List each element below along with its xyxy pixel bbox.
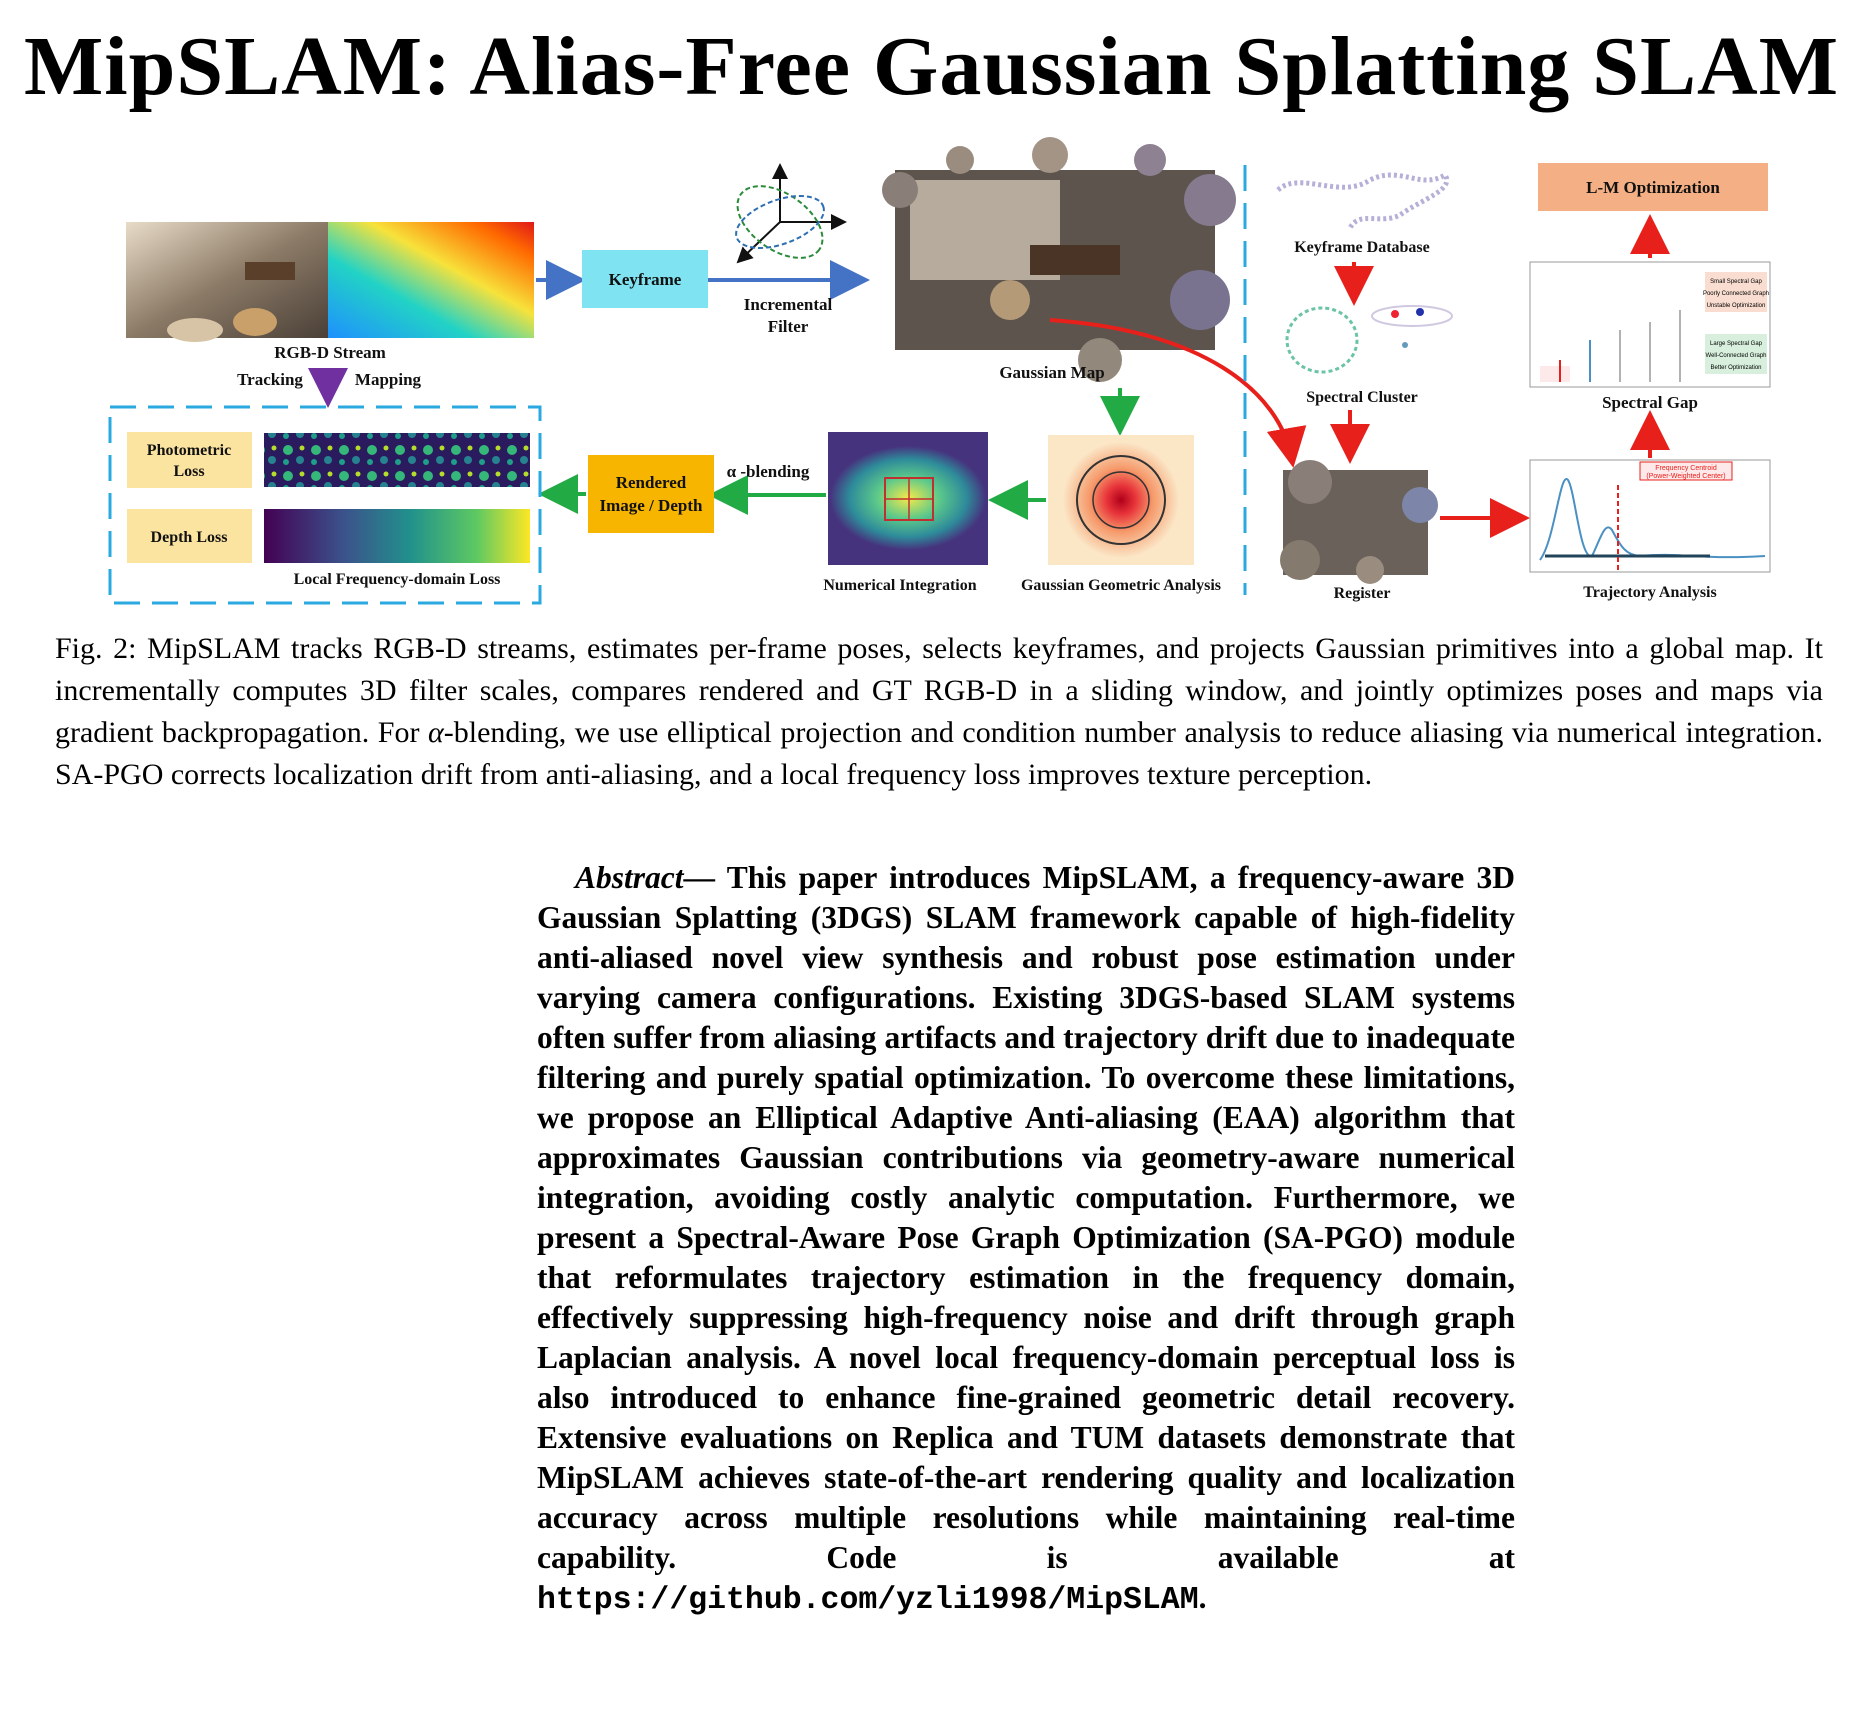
method-overview-figure <box>0 0 1863 620</box>
abstract-end: . <box>1198 1580 1207 1615</box>
depth-loss-label: Depth Loss <box>150 529 228 546</box>
trajectory-analysis-label: Trajectory Analysis <box>1583 584 1717 601</box>
paper-title: MipSLAM: Alias-Free Gaussian Splatting SLAM <box>24 20 1839 113</box>
numerical-integration-label: Numerical Integration <box>823 577 977 594</box>
abstract-heading: Abstract <box>575 860 684 895</box>
freq-centroid-label-2: (Power-Weighted Center) <box>1646 473 1726 480</box>
depth-image <box>328 222 534 338</box>
gaussian-map-image <box>882 137 1236 382</box>
sg-poorly-label: Poorly Connected Graph <box>1702 291 1770 297</box>
photometric-loss-label-1: Photometric <box>146 442 232 459</box>
ellipsoid-axes-icon <box>725 165 845 272</box>
rendered-label-2: Image / Depth <box>599 496 703 515</box>
register-image <box>1280 460 1438 584</box>
sg-unstable-label: Unstable Optimization <box>1706 303 1766 309</box>
sg-large-label: Large Spectral Gap <box>1709 341 1763 347</box>
mapping-label: Mapping <box>354 370 422 389</box>
sg-small-label: Small Spectral Gap <box>1710 279 1762 285</box>
caption-lead: Fig. 2: MipSLAM tracks RGB-D streams, estimates per-frame poses, selects keyframes, and projects Gaussian primitives into a global map. It incrementally computes 3D filter scales, compares rendered and GT RGB-D in a sliding window, and jointly optimizes poses and maps via gradient backpropagation. For <box>55 632 1823 749</box>
spectral-gap-label: Spectral Gap <box>1602 393 1698 412</box>
incremental-filter-label-2: Filter <box>767 317 809 336</box>
spectral-gap-plot <box>1530 262 1770 387</box>
rendered-label-1: Rendered <box>615 473 687 492</box>
rgbd-stream-label: RGB-D Stream <box>274 343 386 362</box>
spectral-cluster-label: Spectral Cluster <box>1306 389 1418 406</box>
abstract-text: This paper introduces MipSLAM, a frequency-aware 3D Gaussian Splatting (3DGS) SLAM framework capable of high-fidelity anti-aliased novel view synthesis and robust pose estimation under varying camera configurations. Existing 3DGS-based SLAM systems often suffer from aliasing artifacts and trajectory drift due to inadequate filtering and purely spatial optimization. To overcome these limitations, we propose an Elliptical Adaptive Anti-aliasing (EAA) algorithm that approximates Gaussian contributions via geometry-aware numerical integration, avoiding costly analytic computation. Furthermore, we present a Spectral-Aware Pose Graph Optimization (SA-PGO) module that reformulates trajectory estimation in the frequency domain, effectively suppressing high-frequency noise and drift through graph Laplacian analysis. A novel local frequency-domain perceptual loss is also introduced to enhance fine-grained geometric detail recovery. Extensive evaluations on Replica and TUM datasets demonstrate that MipSLAM achieves state-of-the-art rendering quality and localization accuracy across multiple resolutions while maintaining real-time capability. Code is available at <box>537 860 1515 1575</box>
freq-centroid-label-1: Frequency Centroid <box>1655 465 1717 472</box>
caption-alpha: α <box>428 716 444 749</box>
local-freq-loss-label: Local Frequency-domain Loss <box>293 571 501 588</box>
keyframe-database-trajectory <box>1278 175 1447 228</box>
caption-rest: -blending, we use elliptical projection and condition number analysis to reduce aliasing via numerical integration. SA-PGO corrects localization drift from anti-aliasing, and a local frequency loss improves texture perception. <box>55 716 1824 791</box>
sg-better-label: Better Optimization <box>1710 365 1762 371</box>
abstract-dash: — <box>683 860 727 895</box>
gaussian-geometric-analysis-label: Gaussian Geometric Analysis <box>1020 577 1222 594</box>
figure-caption <box>55 628 1823 796</box>
sg-well-label: Well-Connected Graph <box>1705 353 1767 359</box>
incremental-filter-label-1: Incremental <box>743 295 833 314</box>
alpha-blending-label: α -blending <box>726 462 810 481</box>
tracking-label: Tracking <box>237 370 303 389</box>
rendered-box <box>588 455 714 533</box>
photometric-loss-map <box>264 433 530 487</box>
trajectory-analysis-plot <box>1530 460 1770 572</box>
abstract-paragraph <box>537 858 1515 1621</box>
gaussian-map-label: Gaussian Map <box>999 363 1105 382</box>
keyframe-label: Keyframe <box>608 270 682 289</box>
register-label: Register <box>1333 585 1391 602</box>
spectral-cluster-image <box>1287 306 1452 372</box>
lm-optimization-label: L-M Optimization <box>1586 178 1720 197</box>
code-link[interactable]: https://github.com/yzli1998/MipSLAM <box>537 1583 1199 1618</box>
keyframe-database-label: Keyframe Database <box>1294 239 1430 256</box>
photometric-loss-label-2: Loss <box>173 463 205 480</box>
depth-loss-map <box>264 509 530 563</box>
rgb-image <box>126 222 328 338</box>
